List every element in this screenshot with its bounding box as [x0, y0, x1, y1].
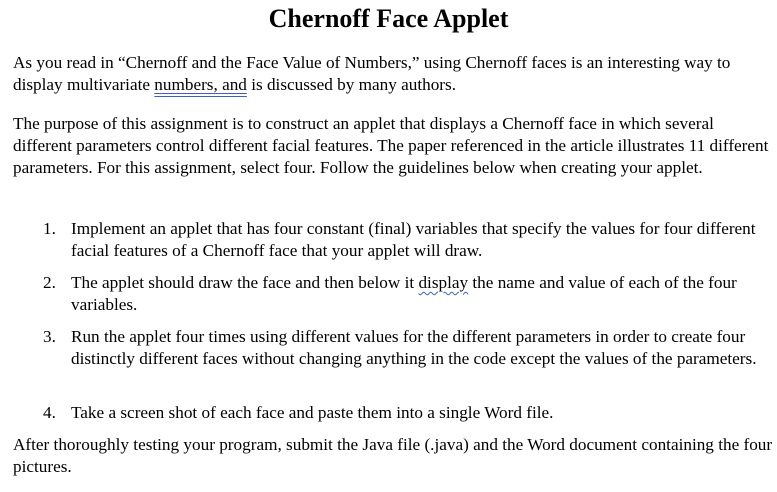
- list-item-text-end: the name and value of each of the four variables.: [71, 273, 737, 314]
- list-item-text: Implement an applet that has four constant (final) variables that specify the values for four different facial features of a Chernoff face that your applet will draw.: [71, 219, 756, 260]
- list-item-number: 1.: [43, 219, 56, 238]
- list-item-number: 4.: [43, 403, 56, 422]
- intro-text-start: As you read in “Chernoff and the Face Value of Numbers,” using Chernoff faces is an interesting way to display multivariate: [13, 53, 731, 94]
- list-item-text: [71, 272, 771, 316]
- grammar-marked-phrase: numbers, and: [154, 75, 247, 94]
- closing-paragraph: After thoroughly testing your program, submit the Java file (.java) and the Word document containing the four pictures.: [13, 435, 773, 476]
- document-title: Chernoff Face Applet: [268, 4, 509, 33]
- list-item-text: Run the applet four times using different values for the different parameters in order to create four distinctly different faces without changing anything in the code except the values of the parameters.: [71, 327, 757, 368]
- intro-paragraph: [13, 52, 773, 96]
- intro-text-end: is discussed by many authors.: [246, 75, 457, 94]
- list-item-text-start: The applet should draw the face and then below it: [71, 273, 419, 292]
- list-item-number: 2.: [43, 273, 56, 292]
- list-item-number: 3.: [43, 327, 56, 346]
- list-item-text: Take a screen shot of each face and paste them into a single Word file.: [71, 403, 554, 422]
- purpose-paragraph: The purpose of this assignment is to construct an applet that displays a Chernoff face in which several different parameters control different facial features. The paper referenced in the article illustrates 11 different parameters. For this assignment, select four. Follow the guidelines below when creating your applet.: [13, 114, 769, 177]
- spelling-marked-word: display: [418, 273, 469, 292]
